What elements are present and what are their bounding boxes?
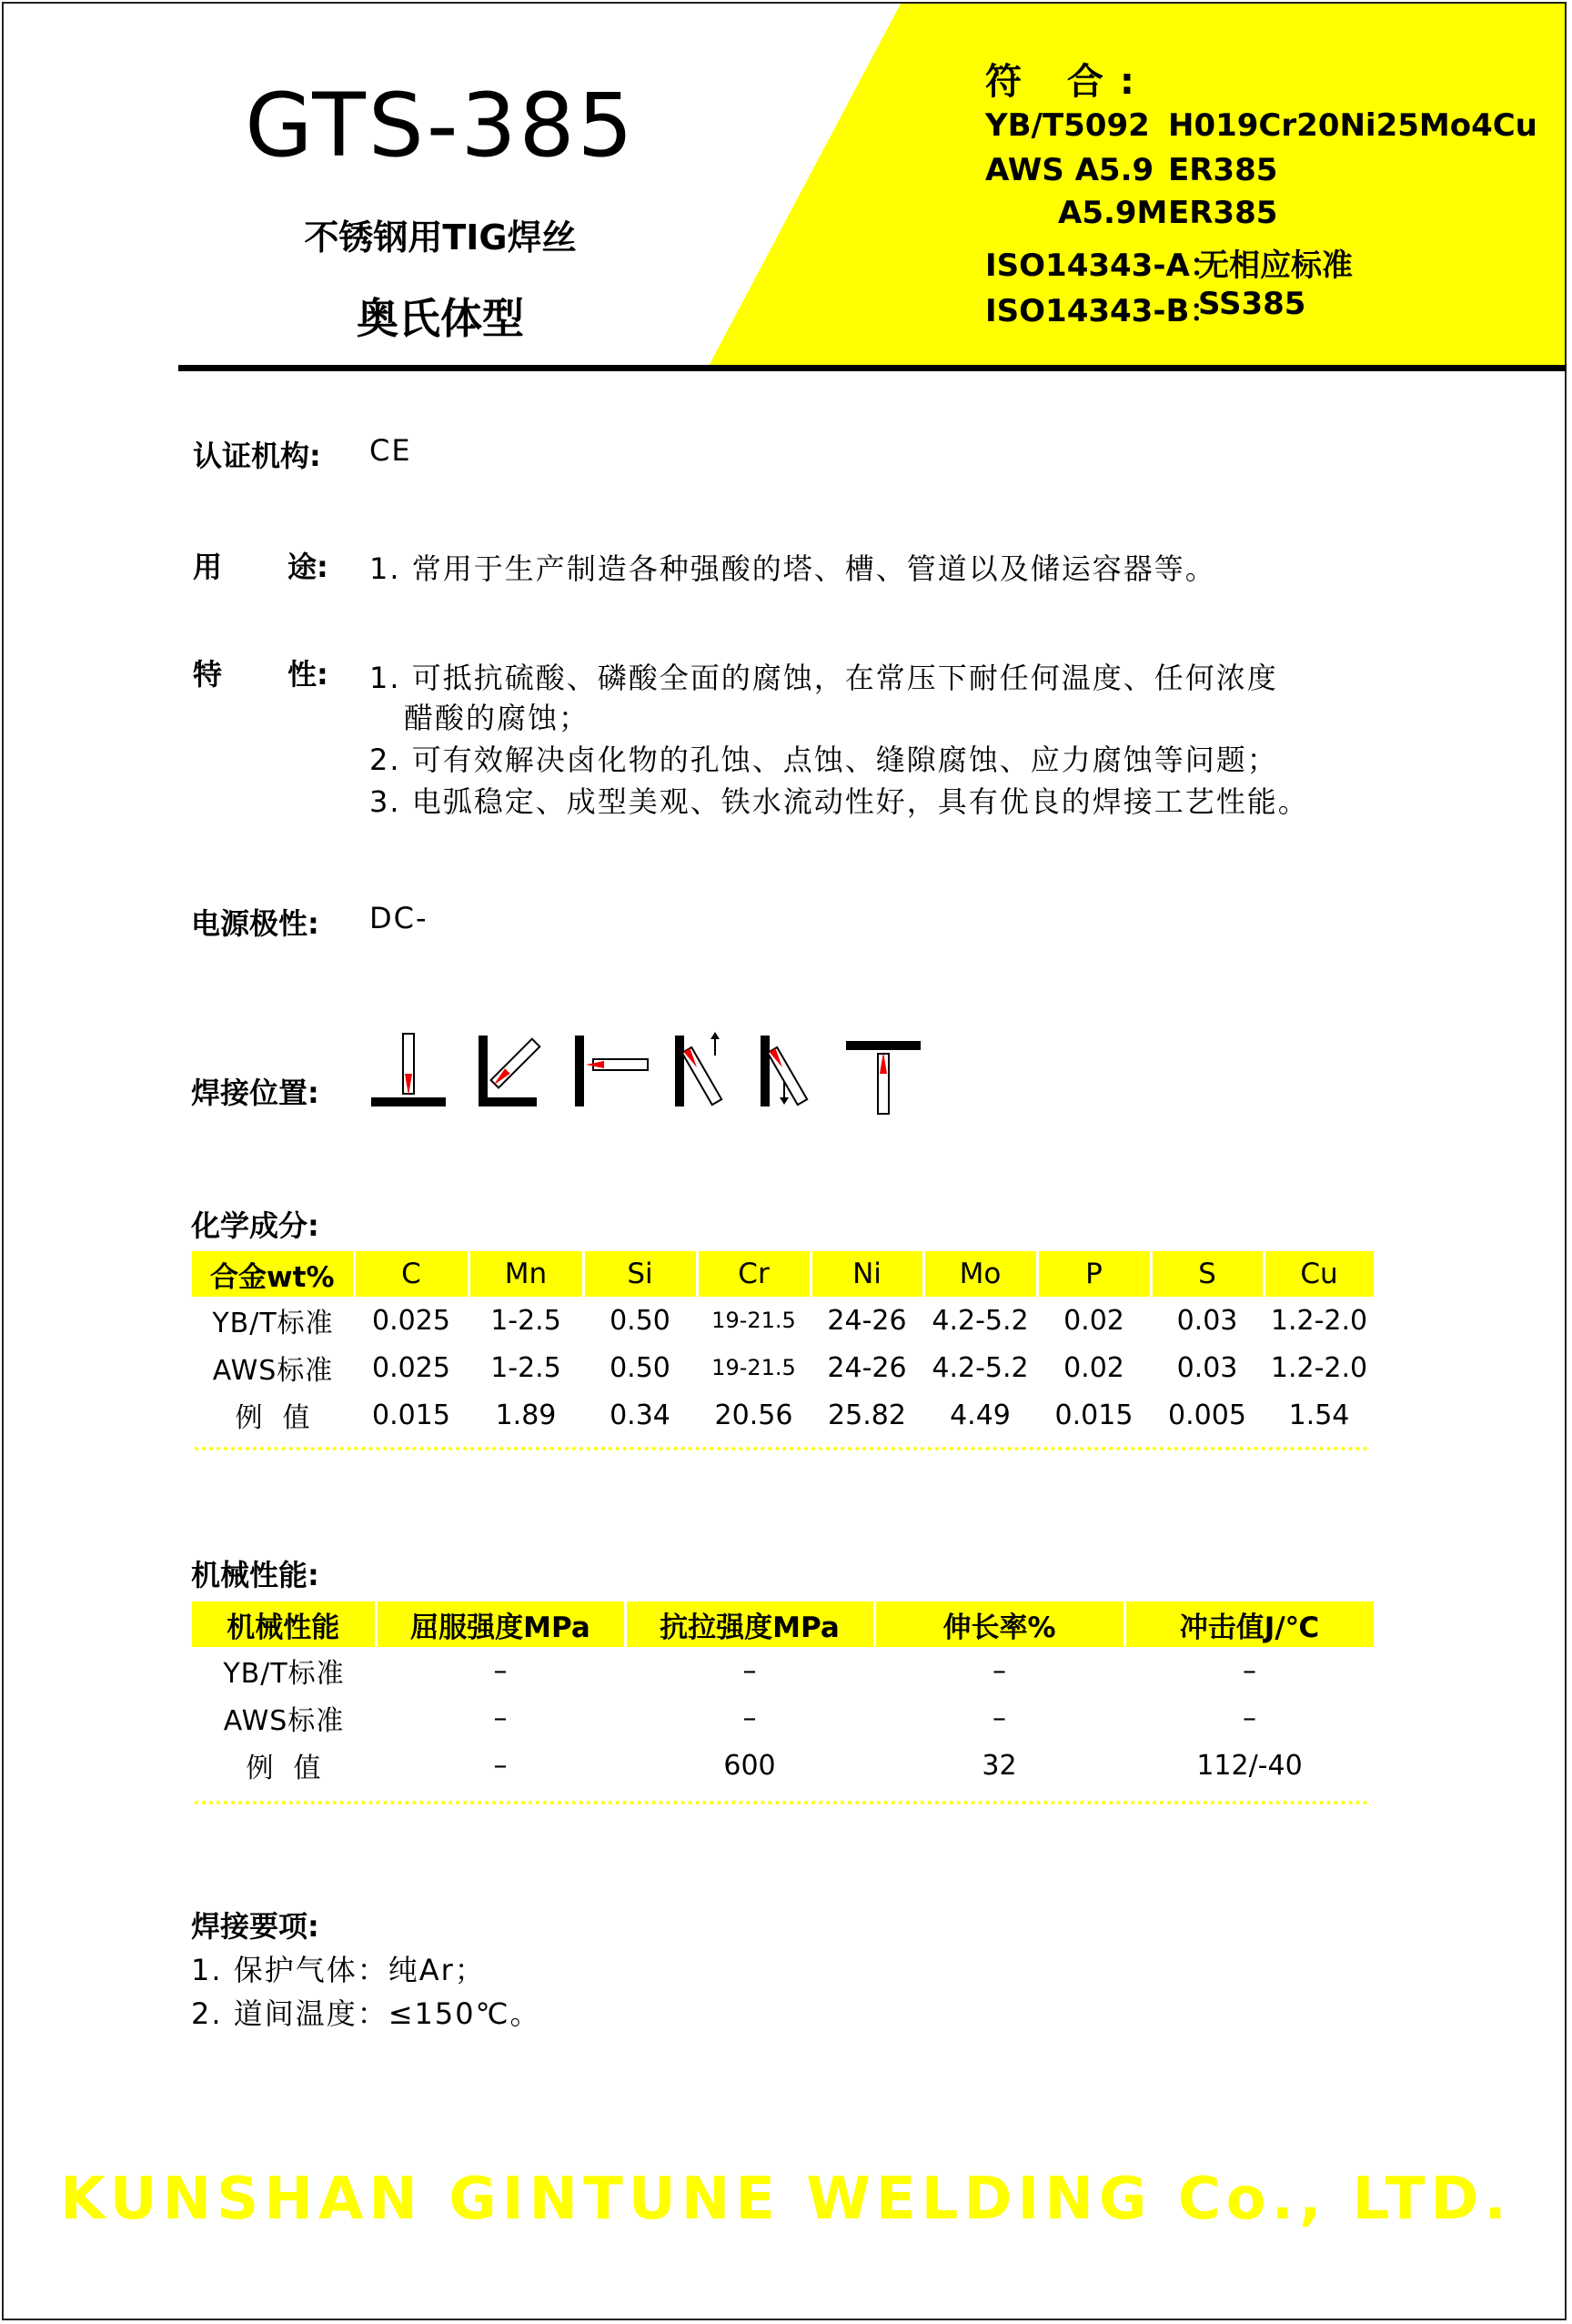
mech-cell: – <box>493 1749 508 1782</box>
usage-label-a: 用 <box>193 550 223 584</box>
conformance-value-1: ER385 <box>1168 152 1278 188</box>
chem-cell: 0.015 <box>372 1399 450 1431</box>
table-row <box>192 1297 1375 1344</box>
chem-cell: 0.02 <box>1063 1304 1124 1337</box>
chem-cell: 0.005 <box>1168 1399 1246 1431</box>
conformance-heading: 符 合: <box>985 61 1151 103</box>
chem-cell: 0.50 <box>610 1351 670 1384</box>
chem-header: S <box>1151 1251 1264 1297</box>
usage-label-b: 途: <box>287 550 328 584</box>
chem-header: Ni <box>811 1251 923 1297</box>
mech-cell: – <box>493 1702 508 1734</box>
product-title: GTS-385 <box>245 75 636 177</box>
feature-line-2: 2. 可有效解决卤化物的孔蚀、点蚀、缝隙腐蚀、应力腐蚀等问题； <box>369 743 1278 777</box>
mechanical-title: 机械性能: <box>191 1558 319 1592</box>
chem-cell: 1.54 <box>1288 1399 1350 1431</box>
feature-line-0: 1. 可抵抗硫酸、磷酸全面的腐蚀，在常压下耐任何温度、任何浓度 <box>369 661 1278 695</box>
mech-cell: – <box>1243 1702 1256 1734</box>
chem-header: P <box>1037 1251 1151 1297</box>
mech-cell: – <box>993 1654 1006 1687</box>
chem-cell: 1.2-2.0 <box>1270 1304 1368 1337</box>
chemical-dotted-divider <box>195 1447 1368 1450</box>
welding-positions-diagram <box>364 1028 928 1119</box>
conformance-value-4: SS385 <box>1198 286 1306 322</box>
chem-cell: 1.2-2.0 <box>1270 1351 1368 1384</box>
chem-header: C <box>354 1251 469 1297</box>
chem-header: Cr <box>697 1251 811 1297</box>
welding-notes-title: 焊接要项: <box>191 1909 319 1944</box>
chem-cell: YB/T标准 <box>212 1308 334 1339</box>
feature-line-1: 醋酸的腐蚀； <box>404 701 590 735</box>
chem-cell: 0.015 <box>1054 1399 1134 1431</box>
conformance-std-1: AWS A5.9 <box>985 152 1154 188</box>
vertical-up-icon <box>675 1032 721 1106</box>
chem-cell: 19-21.5 <box>711 1355 796 1380</box>
chem-header: Mn <box>469 1251 583 1297</box>
chem-cell: 0.50 <box>610 1304 670 1337</box>
chem-cell: 1.89 <box>495 1399 557 1431</box>
chem-cell: 19-21.5 <box>711 1308 796 1333</box>
mech-header: 冲击值J/℃ <box>1124 1602 1375 1647</box>
overhead-position-icon <box>846 1041 921 1114</box>
mech-cell: YB/T标准 <box>223 1658 345 1690</box>
horizontal-position-icon <box>575 1036 648 1106</box>
chem-cell: 25.82 <box>828 1399 906 1431</box>
conformance-value-3: 无相应标准 <box>1198 248 1353 284</box>
chem-header: Si <box>583 1251 697 1297</box>
header-divider <box>178 365 1567 371</box>
usage-item-0: 1. 常用于生产制造各种强酸的塔、槽、管道以及储运容器等。 <box>369 551 1216 586</box>
conformance-std-4: ISO14343-B： <box>985 293 1221 329</box>
mech-cell: – <box>1243 1654 1256 1687</box>
chem-cell: 1-2.5 <box>490 1304 561 1337</box>
flat-position-icon <box>371 1034 446 1106</box>
mech-header: 抗拉强度MPa <box>625 1602 874 1647</box>
chem-cell: 4.2-5.2 <box>932 1351 1029 1384</box>
product-subtitle: 不锈钢用TIG焊丝 <box>304 217 577 258</box>
positions-label: 焊接位置: <box>191 1076 319 1110</box>
company-footer: KUNSHAN GINTUNE WELDING Co., LTD. <box>60 2166 1512 2233</box>
mech-cell: 例 值 <box>246 1753 322 1784</box>
chem-cell: 0.025 <box>372 1351 450 1384</box>
conformance-std-0: YB/T5092 <box>985 107 1150 144</box>
vertical-down-icon <box>761 1036 807 1106</box>
chemical-header-row <box>192 1251 1375 1297</box>
table-row <box>192 1391 1375 1439</box>
mech-cell: 112/-40 <box>1196 1749 1303 1782</box>
mech-cell: – <box>993 1702 1006 1734</box>
chem-cell: 1-2.5 <box>490 1351 561 1384</box>
chem-cell: 0.025 <box>372 1304 450 1337</box>
product-type: 奥氏体型 <box>357 294 524 343</box>
chem-cell: 24-26 <box>827 1304 907 1337</box>
mech-header: 机械性能 <box>192 1602 376 1647</box>
welding-note-1: 2. 道间温度：≤150℃。 <box>191 1996 541 2031</box>
mech-cell: 32 <box>982 1749 1017 1782</box>
chem-header: 合金wt% <box>192 1251 354 1297</box>
chem-header: Cu <box>1264 1251 1375 1297</box>
chem-cell: 0.03 <box>1176 1304 1238 1337</box>
chem-cell: 0.03 <box>1176 1351 1238 1384</box>
horizontal-fillet-icon <box>479 1036 539 1106</box>
mech-cell: – <box>742 1654 757 1687</box>
conformance-value-2: ER385 <box>1168 195 1278 231</box>
mechanical-table <box>192 1602 1376 1789</box>
chem-cell: 例 值 <box>235 1402 311 1434</box>
mech-cell: AWS标准 <box>223 1705 345 1737</box>
mechanical-header-row <box>192 1602 1375 1647</box>
table-row <box>192 1694 1375 1742</box>
table-row <box>192 1344 1375 1391</box>
table-row <box>192 1742 1375 1789</box>
chem-cell: 24-26 <box>827 1351 907 1384</box>
certification-value: CE <box>369 433 412 468</box>
mech-header: 屈服强度MPa <box>376 1602 625 1647</box>
chem-cell: AWS标准 <box>212 1355 334 1387</box>
mech-cell: – <box>493 1654 508 1687</box>
polarity-value: DC- <box>369 901 428 935</box>
chem-cell: 4.2-5.2 <box>932 1304 1029 1337</box>
chem-cell: 0.02 <box>1063 1351 1124 1384</box>
chem-cell: 0.34 <box>610 1399 670 1431</box>
mech-cell: – <box>742 1702 757 1734</box>
features-label-b: 性: <box>287 657 328 692</box>
chemical-table <box>192 1251 1376 1439</box>
mech-header: 伸长率% <box>874 1602 1124 1647</box>
welding-note-0: 1. 保护气体：纯Ar； <box>191 1953 486 1987</box>
chem-cell: 4.49 <box>950 1399 1011 1431</box>
chem-header: Mo <box>923 1251 1037 1297</box>
table-row <box>192 1647 1375 1694</box>
features-label-a: 特 <box>193 657 223 692</box>
mech-cell: 600 <box>723 1749 776 1782</box>
conformance-value-0: H019Cr20Ni25Mo4Cu <box>1168 107 1537 144</box>
chemical-title: 化学成分: <box>191 1208 319 1243</box>
conformance-std-3: ISO14343-A： <box>985 248 1221 284</box>
mechanical-dotted-divider <box>195 1801 1368 1804</box>
feature-line-3: 3. 电弧稳定、成型美观、铁水流动性好，具有优良的焊接工艺性能。 <box>369 784 1309 819</box>
certification-label: 认证机构: <box>193 439 321 473</box>
chem-cell: 20.56 <box>714 1399 793 1431</box>
conformance-std-2: A5.9M <box>1058 195 1168 231</box>
polarity-label: 电源极性: <box>191 906 319 941</box>
